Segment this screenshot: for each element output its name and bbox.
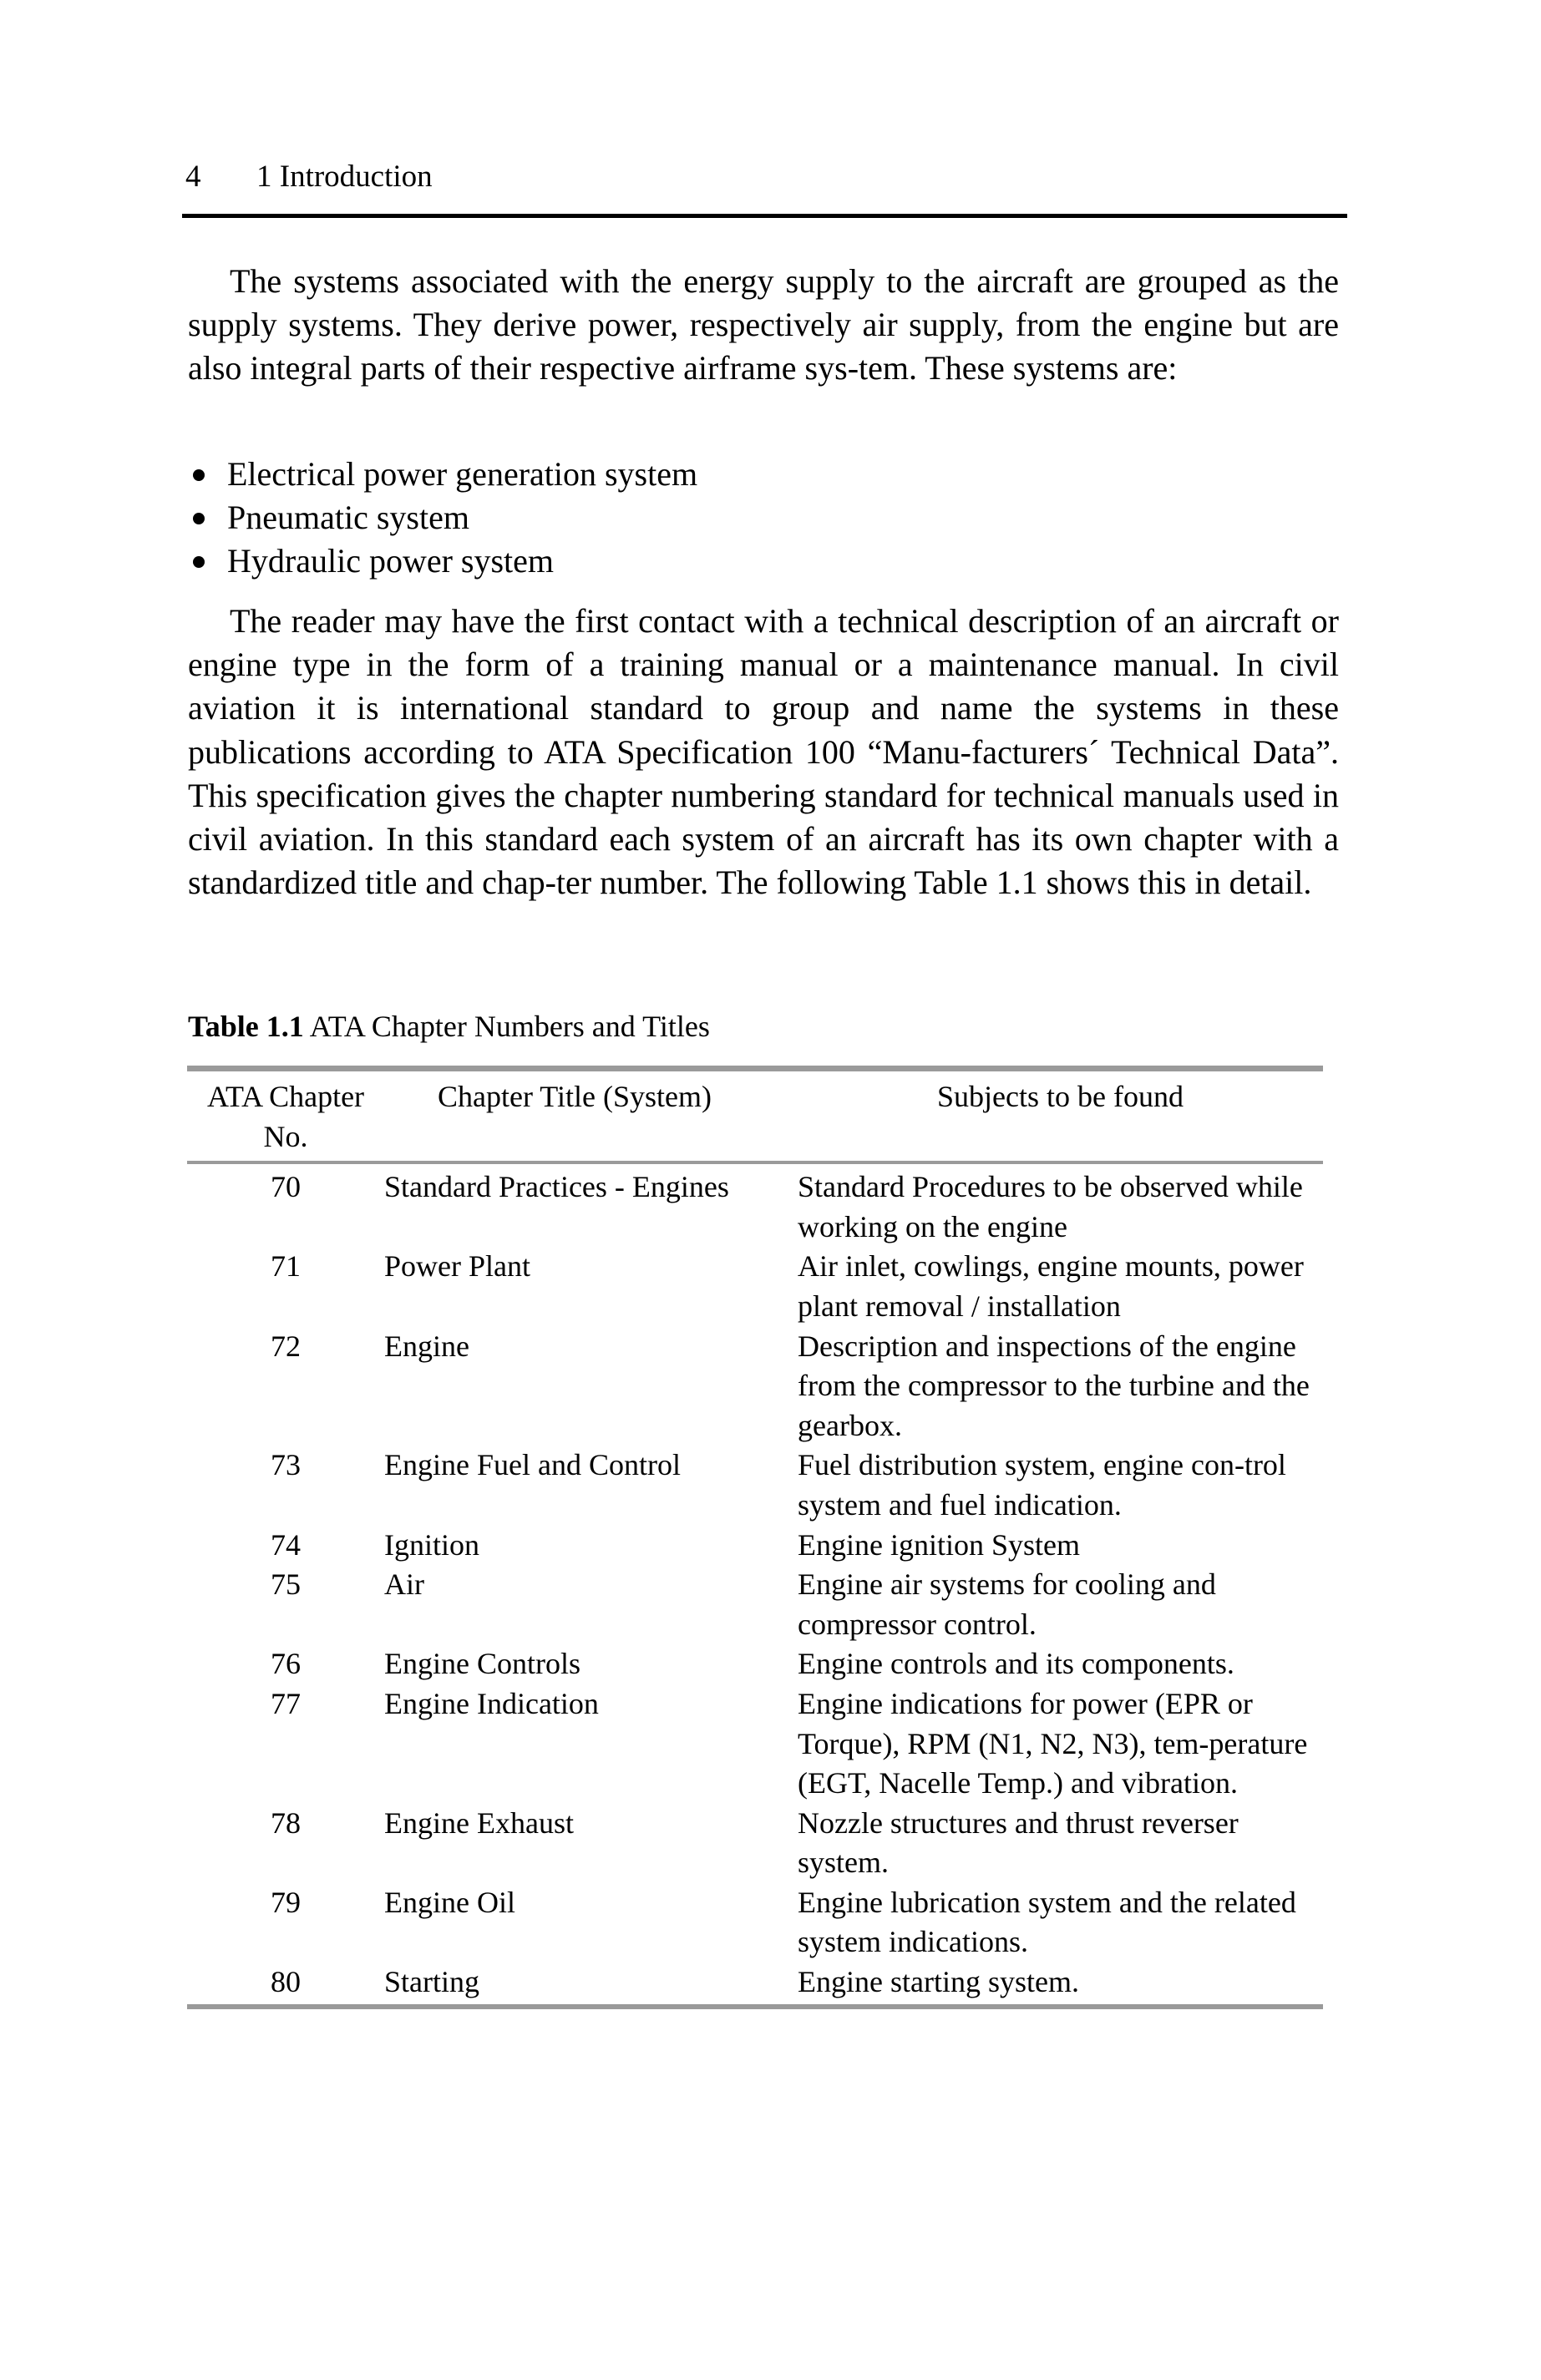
running-head [182,159,1347,195]
column-header-subjects: Subjects to be found [937,1080,1184,1113]
cell-chapter-title: Engine Indication [384,1686,599,1720]
table-row [187,1804,1323,1883]
cell-subjects: Nozzle structures and thrust reverser system. [798,1805,1239,1880]
table-bottom-rule [187,2004,1323,2009]
cell-chapter-no: 71 [271,1249,301,1284]
ata-chapter-table [187,1066,1323,2009]
bullet-item [188,453,1339,496]
cell-subjects: Engine lubrication system and the related system indications. [798,1885,1296,1959]
table-row [187,1644,1323,1684]
bullet-icon [193,556,205,568]
cell-chapter-no: 79 [271,1885,301,1919]
table-row [187,1565,1323,1644]
cell-chapter-title: Engine [384,1329,469,1363]
bullet-item [188,496,1339,539]
paragraph-text: The systems associated with the energy supply to the aircraft are grouped as the supply systems. They derive power, respectively air supply, from the engine but are also integral parts of their respective airframe sys-tem. These systems are: [188,262,1339,387]
table-caption-label: Table 1.1 [188,1010,304,1043]
table-row [187,1883,1323,1962]
cell-subjects: Engine controls and its components. [798,1647,1234,1681]
cell-chapter-no: 76 [271,1647,301,1681]
bullet-icon [193,513,205,524]
cell-subjects: Engine starting system. [798,1965,1079,1999]
paragraph-1 [188,260,1339,391]
paragraph-text: The reader may have the first contact with a technical description of an aircraft or engine type in the form of a training manual or a maintenance manual. In civil aviation it is international standard to group and name the systems in these publications according to ATA Specification 100 “Manu-facturers´ Technical Data”. This specification gives the chapter numbering standard for technical manuals used in civil aviation. In this standard each system of an aircraft has its own chapter with a standardized title and chap-ter number. The following Table 1.1 shows this in detail. [188,602,1339,902]
cell-chapter-title: Ignition [384,1527,479,1562]
cell-subjects: Engine air systems for cooling and compressor control. [798,1567,1216,1641]
cell-chapter-no: 80 [271,1965,301,1999]
cell-chapter-no: 78 [271,1805,301,1840]
column-header-chapter-no [187,1077,384,1157]
cell-chapter-no: 70 [271,1170,301,1204]
cell-subjects: Engine ignition System [798,1527,1080,1562]
cell-chapter-title: Air [384,1567,424,1602]
cell-subjects: Engine indications for power (EPR or Torque), RPM (N1, N2, N3), tem-perature (EGT, Nacelle Temp.) and vibration. [798,1686,1308,1800]
bullet-icon [193,469,205,481]
table-row [187,1684,1323,1804]
table-row [187,1247,1323,1326]
column-header-chapter-title: Chapter Title (System) [438,1080,712,1113]
table-caption-text: ATA Chapter Numbers and Titles [303,1010,710,1043]
cell-subjects: Description and inspections of the engine from the compressor to the turbine and the gearbox. [798,1329,1310,1442]
table-header-row [187,1071,1323,1161]
bullet-list [188,453,1339,583]
bullet-item [188,539,1339,583]
table-row [187,1962,1323,2003]
cell-chapter-title: Power Plant [384,1249,530,1284]
bullet-text: Hydraulic power system [227,542,555,580]
cell-chapter-title: Standard Practices - Engines [384,1170,729,1204]
table-top-rule [187,1066,1323,1071]
cell-chapter-title: Engine Controls [384,1647,580,1681]
bullet-text: Electrical power generation system [227,455,698,493]
header-rule [182,214,1347,218]
table-caption [188,1008,710,1045]
table-row [187,1526,1323,1566]
header-text: No. [263,1119,308,1153]
cell-chapter-no: 73 [271,1448,301,1482]
cell-subjects: Air inlet, cowlings, engine mounts, power plant removal / installation [798,1249,1304,1323]
table-row [187,1446,1323,1525]
header-text: ATA Chapter [206,1080,365,1113]
cell-chapter-title: Engine Oil [384,1885,515,1919]
table-body [187,1164,1323,2003]
cell-chapter-no: 77 [271,1686,301,1720]
page-number: 4 [185,160,201,194]
table-row [187,1327,1323,1446]
bullet-text: Pneumatic system [227,499,469,536]
chapter-title: 1 Introduction [256,160,433,194]
cell-chapter-title: Engine Exhaust [384,1805,574,1840]
cell-subjects: Standard Procedures to be observed while working on the engine [798,1170,1303,1243]
cell-chapter-title: Starting [384,1965,479,1999]
cell-chapter-no: 72 [271,1329,301,1363]
paragraph-2 [188,600,1339,904]
cell-subjects: Fuel distribution system, engine con-trol system and fuel indication. [798,1448,1286,1522]
cell-chapter-title: Engine Fuel and Control [384,1448,681,1482]
table-row [187,1167,1323,1247]
cell-chapter-no: 75 [271,1567,301,1602]
cell-chapter-no: 74 [271,1527,301,1562]
